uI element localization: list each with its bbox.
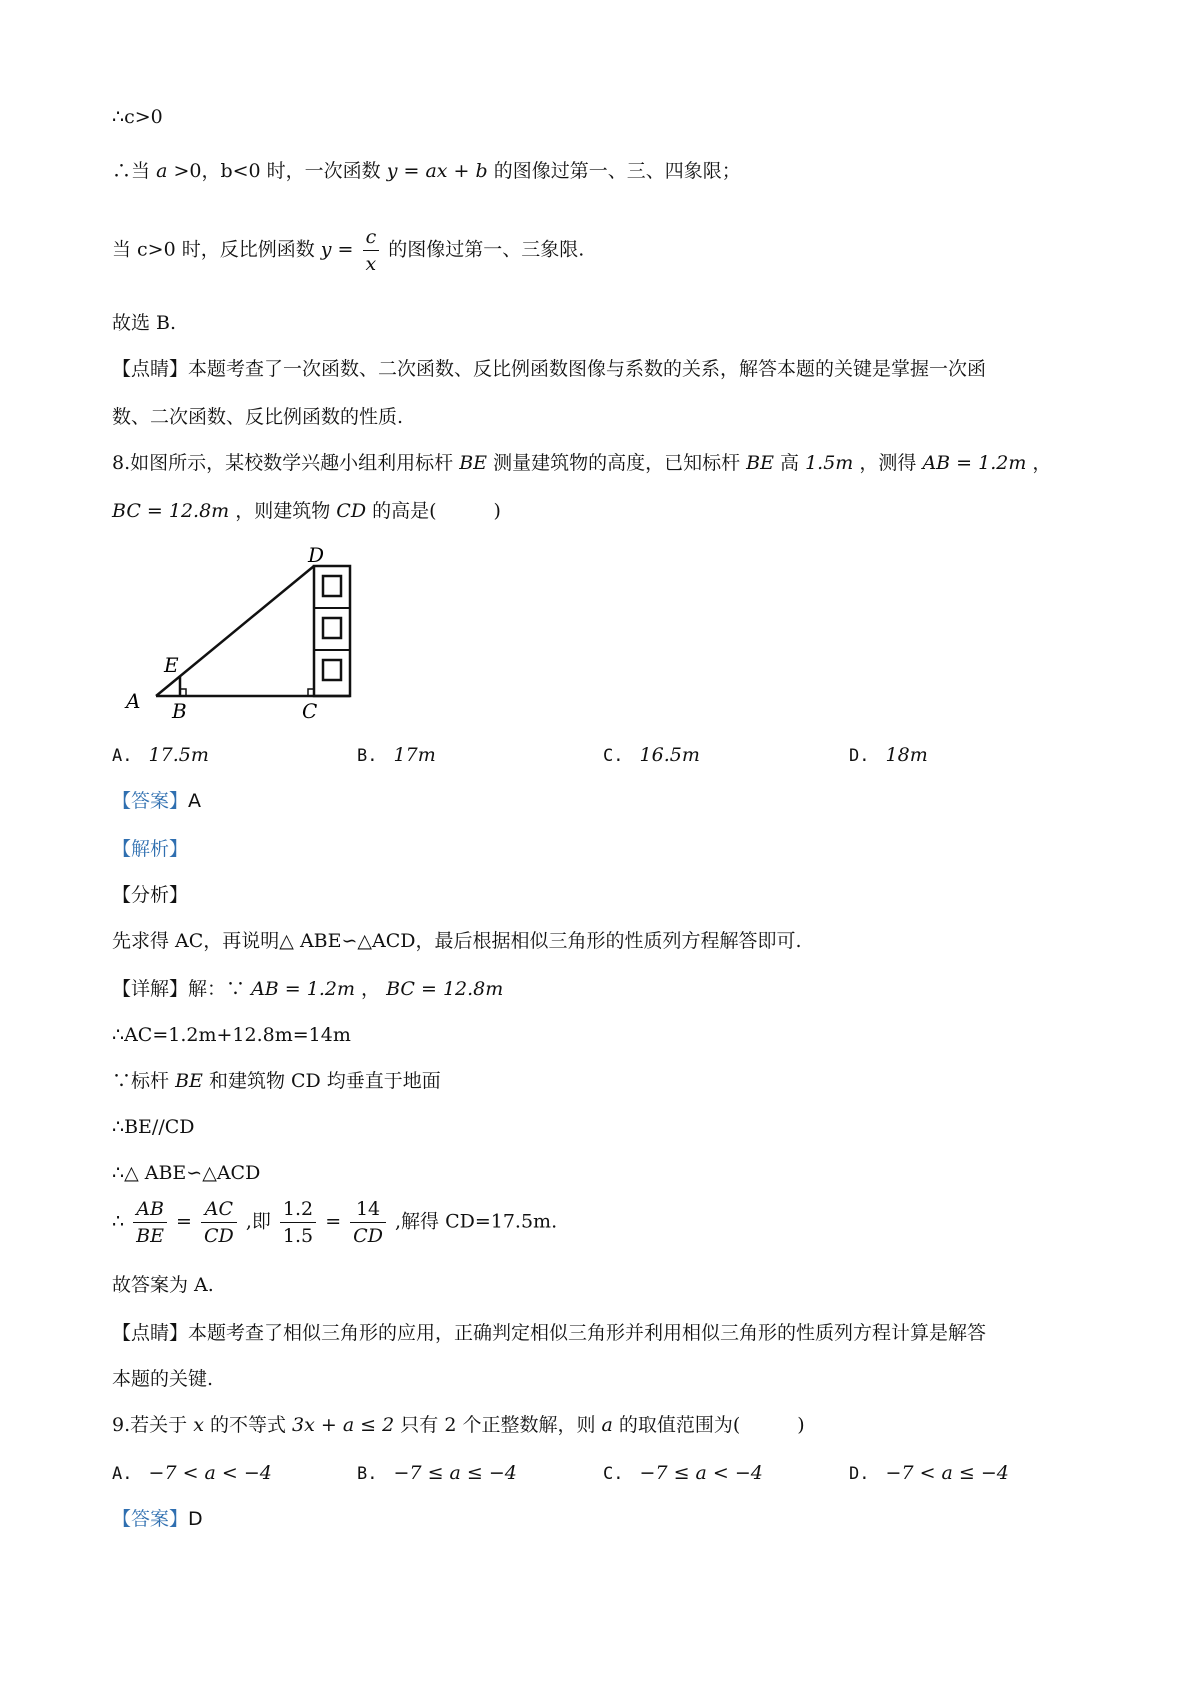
answer-value: A — [188, 790, 202, 812]
q8-comment-line-1: 【点睛】本题考查了相似三角形的应用，正确判定相似三角形并利用相似三角形的性质列方程计算是解答 — [112, 1322, 987, 1344]
text: 只有 2 个正整数解，则 — [400, 1414, 596, 1436]
text: ，测得 — [859, 452, 917, 474]
window — [323, 576, 341, 596]
text: 的不等式 — [209, 1414, 286, 1436]
text: 高 — [780, 452, 800, 474]
equals-sign: = — [176, 1210, 192, 1233]
q8-answer — [112, 788, 201, 814]
text: 的图像过第一、三、四象限； — [493, 160, 741, 182]
denominator: CD — [353, 1225, 383, 1247]
q9-option-d[interactable] — [849, 1460, 1009, 1487]
math-var: BE — [746, 452, 774, 474]
q9-option-b[interactable] — [357, 1460, 517, 1487]
fraction — [280, 1196, 316, 1249]
math-var: a — [156, 160, 168, 182]
text: ,即 — [245, 1210, 271, 1233]
option-letter: B. — [357, 746, 378, 766]
option-value: 17.5m — [148, 744, 209, 766]
text: 的高是( ) — [372, 500, 501, 522]
math-var: y = — [320, 238, 354, 261]
q8-analysis-tag: 【解析】 — [112, 838, 189, 860]
text: 当 c>0 时，反比例函数 — [112, 238, 315, 261]
answer-tag: 【答案】 — [112, 1508, 189, 1530]
text: ∵标杆 — [112, 1070, 170, 1092]
line-choose-b: 故选 B. — [112, 312, 177, 334]
equals-sign: = — [325, 1210, 342, 1233]
line-inverse-quadrants — [112, 224, 584, 277]
q9-stem — [112, 1412, 805, 1438]
math-equation: BC = 12.8m — [112, 500, 230, 522]
q8-ac-line: ∴AC=1.2m+12.8m=14m — [112, 1024, 351, 1046]
q9-option-c[interactable] — [603, 1460, 763, 1487]
fraction — [133, 1196, 167, 1249]
q8-stem-line-2 — [112, 498, 501, 524]
math-value: 1.5m — [805, 452, 854, 474]
text: ， — [361, 978, 381, 1000]
math-inequality: 3x + a ≤ 2 — [292, 1414, 395, 1436]
q8-similar-line: ∴△ ABE∽△ACD — [112, 1162, 261, 1184]
q8-option-d[interactable] — [849, 742, 928, 769]
option-value: −7 < a ≤ −4 — [885, 1462, 1009, 1484]
window — [323, 660, 341, 680]
option-value: 16.5m — [639, 744, 700, 766]
answer-tag: 【答案】 — [112, 790, 189, 812]
text: ∴当 — [112, 160, 151, 182]
option-letter: C. — [603, 746, 624, 766]
option-value: 17m — [393, 744, 436, 766]
denominator: x — [365, 253, 377, 275]
math-var: BE — [459, 452, 488, 474]
text: 的图像过第一、三象限. — [388, 238, 585, 261]
math-var: BE — [175, 1070, 203, 1092]
text: >0，b<0 时，一次函数 — [173, 160, 381, 182]
label-e: E — [164, 653, 179, 677]
q8-perp-line — [112, 1068, 441, 1094]
math-var: CD — [336, 500, 367, 522]
math-var: a — [601, 1414, 613, 1436]
fraction — [363, 224, 380, 277]
text: 9.若关于 — [112, 1414, 188, 1436]
math-equation: BC = 12.8m — [386, 978, 504, 1000]
numerator: 1.2 — [280, 1196, 316, 1223]
line-c-positive: ∴c>0 — [112, 106, 163, 128]
q8-fenxi-tag: 【分析】 — [112, 884, 189, 906]
option-value: −7 < a < −4 — [148, 1462, 272, 1484]
math-var: x — [193, 1414, 204, 1436]
label-d: D — [308, 543, 325, 567]
q8-comment-line-2: 本题的关键. — [112, 1368, 214, 1390]
text: 测量建筑物的高度，已知标杆 — [493, 452, 741, 474]
answer-value: D — [188, 1508, 203, 1530]
q8-conclusion: 故答案为 A. — [112, 1274, 214, 1296]
option-letter: A. — [112, 746, 133, 766]
building-cd — [314, 566, 350, 696]
building-figure — [120, 538, 380, 728]
comment-line-1: 【点睛】本题考查了一次函数、二次函数、反比例函数图像与系数的关系，解答本题的关键是掌握一次函 — [112, 358, 987, 380]
option-letter: C. — [603, 1464, 624, 1484]
numerator: AC — [201, 1196, 237, 1223]
numerator: AB — [133, 1196, 167, 1223]
text: 的取值范围为( ) — [618, 1414, 805, 1436]
math-equation: AB = 1.2m — [922, 452, 1027, 474]
q9-answer — [112, 1506, 203, 1532]
text: ,解得 CD=17.5m. — [394, 1210, 558, 1233]
denominator: 1.5 — [282, 1225, 314, 1247]
q8-option-a[interactable] — [112, 742, 209, 769]
window — [323, 618, 341, 638]
option-letter: D. — [849, 1464, 870, 1484]
option-value: −7 ≤ a ≤ −4 — [393, 1462, 517, 1484]
q8-parallel-line: ∴BE//CD — [112, 1116, 195, 1138]
fraction — [201, 1196, 237, 1249]
math-equation: y = ax + b — [386, 160, 488, 182]
label-b: B — [172, 699, 187, 723]
text: 8.如图所示，某校数学兴趣小组利用标杆 — [112, 452, 454, 474]
text: ∴ — [112, 1210, 125, 1233]
denominator: CD — [204, 1225, 234, 1247]
numerator: 14 — [350, 1196, 386, 1223]
denominator: BE — [136, 1225, 164, 1247]
text: ， — [1032, 452, 1052, 474]
text: ，则建筑物 — [235, 500, 331, 522]
text: 【详解】解：∵ — [112, 978, 246, 1000]
q9-option-a[interactable] — [112, 1460, 272, 1487]
label-a: A — [126, 689, 141, 713]
q8-ratio-line — [112, 1196, 557, 1249]
q8-fenxi-text: 先求得 AC，再说明△ ABE∽△ACD，最后根据相似三角形的性质列方程解答即可. — [112, 930, 802, 952]
comment-line-2: 数、二次函数、反比例函数的性质. — [112, 406, 404, 428]
option-value: 18m — [885, 744, 928, 766]
option-letter: B. — [357, 1464, 378, 1484]
q8-detail-line — [112, 976, 503, 1002]
option-letter: D. — [849, 746, 870, 766]
line-linear-quadrants — [112, 158, 741, 184]
label-c: C — [302, 699, 318, 723]
q8-stem-line-1 — [112, 450, 1051, 476]
math-equation: AB = 1.2m — [251, 978, 355, 1000]
text: 和建筑物 CD 均垂直于地面 — [208, 1070, 441, 1092]
q8-option-b[interactable] — [357, 742, 436, 769]
option-value: −7 ≤ a < −4 — [639, 1462, 763, 1484]
option-letter: A. — [112, 1464, 133, 1484]
numerator: c — [363, 224, 380, 251]
q8-option-c[interactable] — [603, 742, 700, 769]
fraction — [350, 1196, 386, 1249]
